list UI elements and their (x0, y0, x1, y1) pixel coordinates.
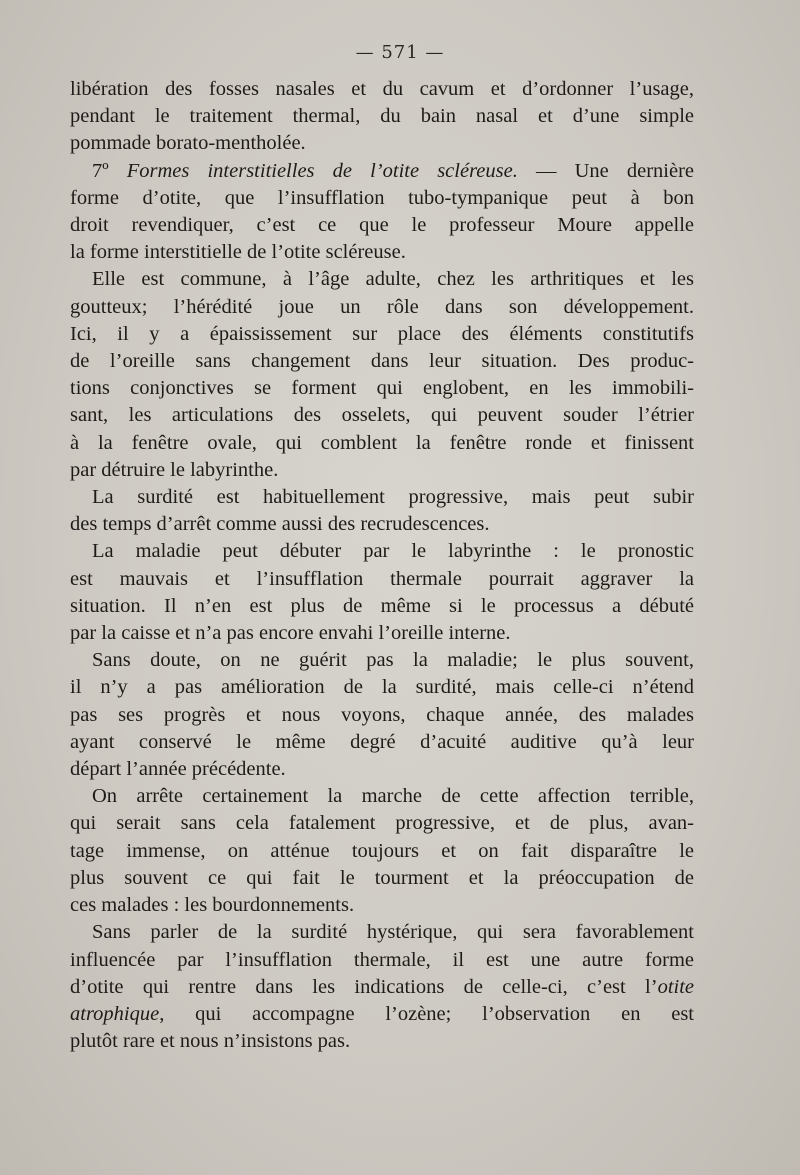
text-line: influencée par l’insufflation thermale, il est une autre forme (70, 948, 694, 971)
text-line: pommade borato-mentholée. (70, 132, 306, 155)
text-segment: , qui accompagne l’ozène; l’observation en est (159, 1002, 694, 1025)
text-line: On arrête certainement la marche de cette affection terrible, (92, 785, 694, 808)
text-line: plutôt rare et nous n’insistons pas. (70, 1030, 351, 1053)
section-number: 7º (92, 159, 109, 182)
text-line: situation. Il n’en est plus de même si le processus a débuté (70, 594, 694, 617)
text-line: La surdité est habituellement progressive, mais peut subir (92, 486, 694, 509)
text-line (70, 158, 694, 185)
heading-rest: — Une dernière (517, 159, 694, 182)
text-line: est mauvais et l’insufflation thermale pourrait aggraver la (70, 567, 694, 590)
text-line: des temps d’arrêt comme aussi des recrudescences. (70, 513, 490, 536)
text-line: ayant conservé le même degré d’acuité auditive qu’à leur (70, 730, 694, 753)
text-line (70, 1001, 694, 1028)
text-line: à la fenêtre ovale, qui comblent la fenêtre ronde et finissent (70, 431, 694, 454)
text-line: Elle est commune, à l’âge adulte, chez les arthritiques et les (92, 268, 694, 291)
text-line: Ici, il y a épaississement sur place des éléments constitutifs (70, 322, 694, 345)
text-line: La maladie peut débuter par le labyrinthe : le pronostic (92, 540, 694, 563)
text-line: la forme interstitielle de l’otite scléreuse. (70, 241, 406, 264)
text-line: il n’y a pas amélioration de la surdité, mais celle-ci n’étend (70, 676, 694, 699)
text-line: qui serait sans cela fatalement progressive, et de plus, avan- (70, 812, 694, 835)
paragraph-5 (70, 538, 694, 647)
italic-term: otite (657, 975, 694, 998)
text-line: libération des fosses nasales et du cavum et d’ordonner l’usage, (70, 78, 694, 100)
text-line: par la caisse et n’a pas encore envahi l’oreille interne. (70, 622, 511, 645)
text-line: forme d’otite, que l’insufflation tubo-tympanique peut à bon (70, 186, 694, 209)
text-line: ces malades : les bourdonnements. (70, 894, 355, 917)
text-line: départ l’année précédente. (70, 758, 286, 781)
text-line: Sans parler de la surdité hystérique, qui sera favorablement (92, 921, 694, 944)
text-line: pendant le traitement thermal, du bain nasal et d’une simple (70, 105, 694, 128)
text-line: par détruire le labyrinthe. (70, 458, 279, 481)
text-line: pas ses progrès et nous voyons, chaque année, des malades (70, 703, 694, 726)
paragraph-2 (70, 158, 694, 267)
text-line: tage immense, on atténue toujours et on fait disparaître le (70, 839, 694, 862)
paragraph-8 (70, 919, 694, 1055)
page-number: — 571 — (355, 42, 445, 63)
text-line: tions conjonctives se forment qui englobent, en les immobili- (70, 377, 694, 400)
text-line: Sans doute, on ne guérit pas la maladie; le plus souvent, (92, 649, 694, 672)
text-line: sant, les articulations des osselets, qui peuvent souder l’étrier (70, 404, 694, 427)
text-line: droit revendiquer, c’est ce que le professeur Moure appelle (70, 214, 694, 237)
text-line (70, 974, 694, 1001)
text-line: plus souvent ce qui fait le tourment et la préoccupation de (70, 866, 694, 889)
paragraph-6 (70, 647, 694, 783)
paragraph-7 (70, 783, 694, 919)
paragraph-1 (70, 76, 694, 158)
body-text (70, 76, 694, 1055)
text-line: goutteux; l’hérédité joue un rôle dans son développement. (70, 295, 694, 318)
section-heading: Formes interstitielles de l’otite scléreuse. (126, 159, 518, 182)
italic-term: atrophique (70, 1002, 160, 1025)
text-segment: d’otite qui rentre dans les indications de celle-ci, c’est l’ (70, 975, 658, 998)
text-line: de l’oreille sans changement dans leur situation. Des produc- (70, 350, 694, 373)
paragraph-4 (70, 484, 694, 538)
paragraph-3 (70, 266, 694, 484)
